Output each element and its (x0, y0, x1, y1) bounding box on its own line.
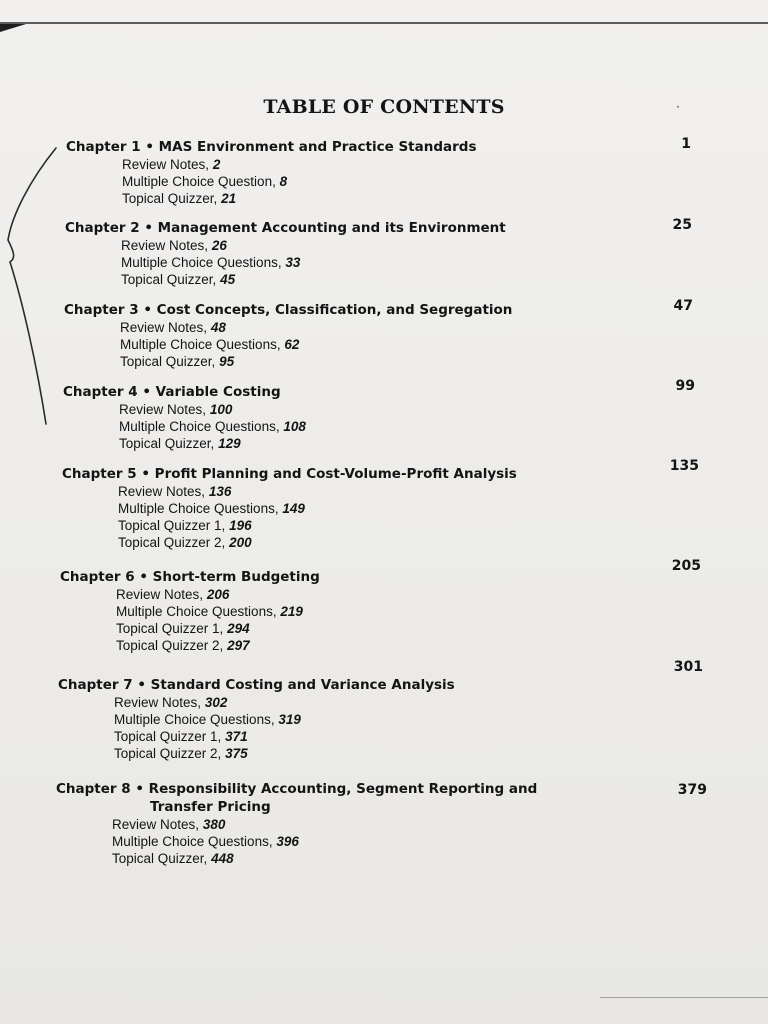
toc-sub-entry: Topical Quizzer 2, 375 (114, 746, 248, 761)
toc-chapter-6 (60, 568, 320, 654)
toc-chapter-1 (66, 138, 477, 207)
toc-sub-entry: Multiple Choice Questions, 219 (116, 604, 303, 619)
page-corner-shadow (0, 24, 26, 32)
chapter-heading: Chapter 5 • Profit Planning and Cost-Volume-Profit Analysis (62, 466, 517, 482)
toc-sub-entry: Review Notes, 206 (116, 587, 230, 602)
chapter-heading: Chapter 8 • Responsibility Accounting, Segment Reporting and Transfer Pricing (56, 781, 538, 815)
chapter-page-number: 379 (677, 782, 707, 798)
chapter-page-number: 25 (672, 217, 692, 233)
toc-sub-entry: Topical Quizzer 1, 371 (114, 729, 248, 744)
chapter-page-number: 1 (681, 136, 691, 152)
toc-sub-entry: Topical Quizzer 2, 297 (116, 638, 250, 653)
toc-sub-entry: Topical Quizzer 2, 200 (118, 535, 252, 550)
toc-sub-entry: Multiple Choice Questions, 108 (119, 419, 306, 434)
toc-sub-entry: Topical Quizzer, 129 (119, 436, 241, 451)
toc-sub-entry: Topical Quizzer, 95 (120, 354, 235, 369)
toc-chapter-8 (56, 780, 537, 867)
toc-sub-entry: Multiple Choice Questions, 33 (121, 255, 301, 270)
toc-chapter-2 (65, 219, 506, 288)
toc-sub-entry: Review Notes, 2 (122, 157, 221, 172)
toc-sub-entry: Topical Quizzer, 448 (112, 851, 234, 866)
chapter-page-number: 99 (675, 378, 695, 394)
toc-sub-entry: Review Notes, 100 (119, 402, 233, 417)
toc-sub-entry: Review Notes, 136 (118, 484, 232, 499)
toc-chapter-5 (62, 465, 517, 551)
toc-chapter-3 (64, 301, 512, 370)
toc-sub-entry: Multiple Choice Question, 8 (122, 174, 288, 189)
chapter-heading-continuation: Transfer Pricing (150, 799, 271, 815)
toc-sub-entry: Review Notes, 380 (112, 817, 226, 832)
toc-chapter-4 (63, 383, 306, 452)
toc-sub-entry: Topical Quizzer, 45 (121, 272, 236, 287)
page-bottom-edge (600, 997, 768, 998)
chapter-heading: Chapter 7 • Standard Costing and Variance Analysis (58, 677, 455, 693)
chapter-heading: Chapter 4 • Variable Costing (63, 384, 281, 400)
toc-chapter-7 (58, 676, 455, 762)
chapter-page-number: 135 (669, 458, 699, 474)
toc-sub-entry: Multiple Choice Questions, 396 (112, 834, 299, 849)
toc-sub-entry: Topical Quizzer 1, 294 (116, 621, 250, 636)
toc-sub-entry: Review Notes, 26 (121, 238, 227, 253)
toc-sub-entry: Topical Quizzer, 21 (122, 191, 237, 206)
chapter-page-number: 205 (671, 558, 701, 574)
toc-sub-entry: Review Notes, 302 (114, 695, 228, 710)
toc-sub-entry: Multiple Choice Questions, 149 (118, 501, 305, 516)
chapter-heading: Chapter 1 • MAS Environment and Practice Standards (66, 139, 477, 155)
chapter-heading: Chapter 2 • Management Accounting and its Environment (65, 220, 506, 236)
page-top-edge (0, 22, 768, 24)
toc-sub-entry: Review Notes, 48 (120, 320, 226, 335)
toc-sub-entry: Multiple Choice Questions, 62 (120, 337, 300, 352)
page-title: TABLE OF CONTENTS (263, 96, 505, 118)
chapter-heading: Chapter 3 • Cost Concepts, Classification, and Segregation (64, 302, 513, 318)
toc-sub-entry: Multiple Choice Questions, 319 (114, 712, 301, 727)
chapter-page-number: 301 (673, 659, 703, 675)
handwritten-bracket-mark (0, 140, 60, 440)
speck: · (676, 100, 680, 114)
chapter-heading: Chapter 6 • Short-term Budgeting (60, 569, 320, 585)
toc-sub-entry: Topical Quizzer 1, 196 (118, 518, 252, 533)
chapter-page-number: 47 (673, 298, 693, 314)
